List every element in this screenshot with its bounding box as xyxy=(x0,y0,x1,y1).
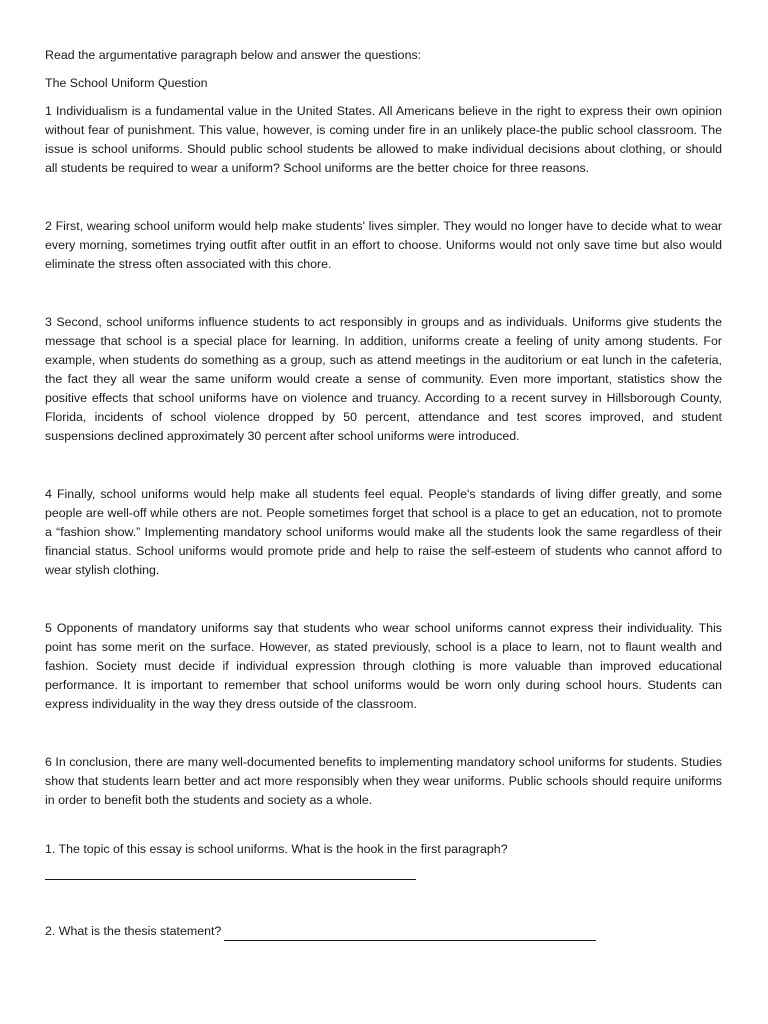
question-2-row xyxy=(45,922,722,941)
question-1: 1. The topic of this essay is school uniforms. What is the hook in the first paragraph? xyxy=(45,842,508,856)
paragraph-5: 5 Opponents of mandatory uniforms say that students who wear school uniforms cannot express their individuality. This point has some merit on the surface. However, as stated previously, school is a place to learn, not to flaunt wealth and fashion. Society must decide if individual expression through clothing is more valuable than improved educational performance. It is important to remember that school uniforms would be worn only during school hours. Students can express individuality in the way they dress outside of the classroom. xyxy=(45,621,722,711)
answer-blank-1[interactable] xyxy=(45,863,416,880)
paragraph-4: 4 Finally, school uniforms would help make all students feel equal. People's standards of living differ greatly, and some people are well-off while others are not. People sometimes forget that school is a place to get an education, not to promote a “fashion show.” Implementing mandatory school uniforms would make all the students look the same regardless of their financial status. School uniforms would promote pride and help to raise the self-esteem of students who cannot afford to wear stylish clothing. xyxy=(45,487,722,577)
paragraph-6: 6 In conclusion, there are many well-documented benefits to implementing mandatory school uniforms for students. Studies show that students learn better and act more responsibly when they wear uniforms. Public schools should require uniforms in order to benefit both the students and society as a whole. xyxy=(45,755,722,807)
paragraph-2: 2 First, wearing school uniform would help make students' lives simpler. They would no longer have to decide what to wear every morning, sometimes trying outfit after outfit in an effort to choose. Uniforms would not only save time but also would eliminate the stress often associated with this chore. xyxy=(45,219,722,271)
answer-blank-2[interactable] xyxy=(224,927,596,941)
document-title: The School Uniform Question xyxy=(45,76,208,90)
instruction-text: Read the argumentative paragraph below and answer the questions: xyxy=(45,48,422,62)
paragraph-1: 1 Individualism is a fundamental value in the United States. All Americans believe in the right to express their own opinion without fear of punishment. This value, however, is coming under fire in an unlikely place-the public school classroom. The issue is school uniforms. Should public school students be allowed to make individual decisions about clothing, or should all students be required to wear a uniform? School uniforms are the better choice for three reasons. xyxy=(45,104,722,175)
paragraph-3: 3 Second, school uniforms influence students to act responsibly in groups and as individuals. Uniforms give students the message that school is a special place for learning. In addition, uniforms create a feeling of unity among students. For example, when students do something as a group, such as attend meetings in the auditorium or eat lunch in the cafeteria, the fact they all wear the same uniform would create a sense of community. Even more important, statistics show the positive effects that school uniforms have on violence and truancy. According to a recent survey in Hillsborough County, Florida, incidents of school violence dropped by 50 percent, attendance and test scores improved, and student suspensions declined approximately 30 percent after school uniforms were introduced. xyxy=(45,315,722,443)
question-2: 2. What is the thesis statement? xyxy=(45,924,222,938)
